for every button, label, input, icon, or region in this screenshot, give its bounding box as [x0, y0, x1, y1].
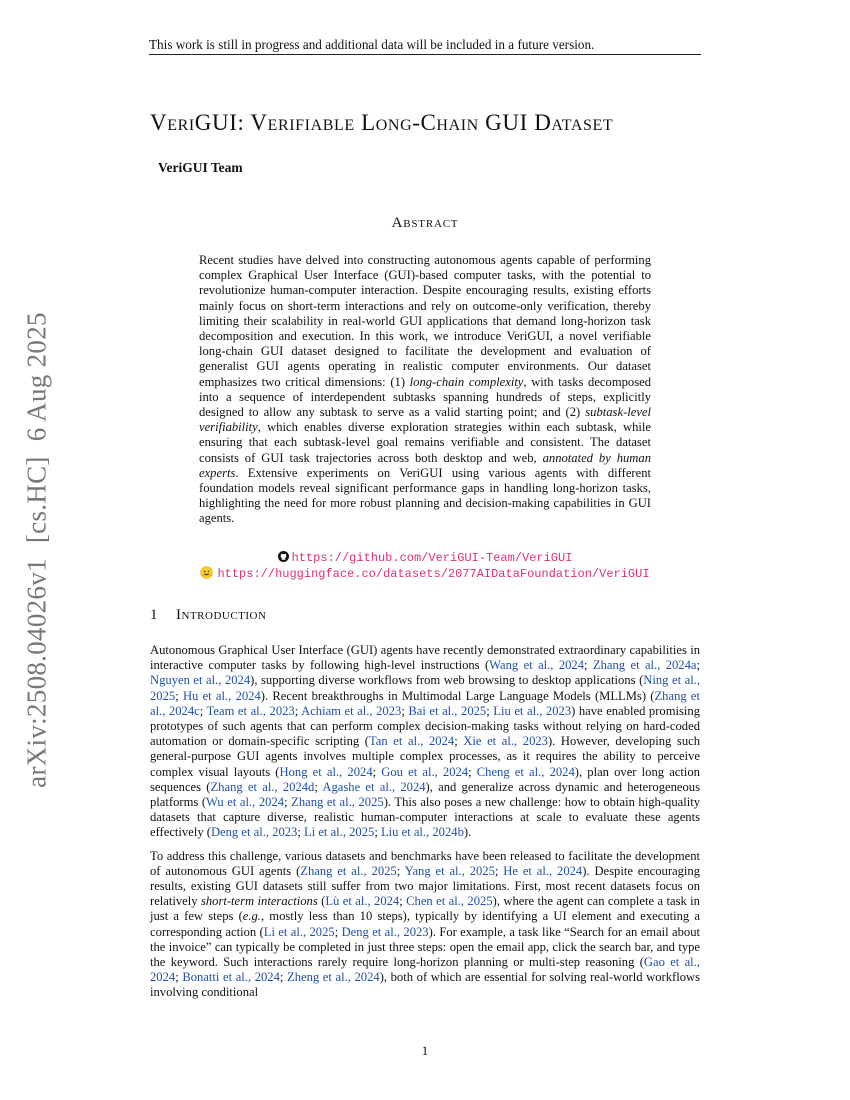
- paragraph-text: ) have enabled promising prototypes of such agents that can perform complex decision-making tasks without relying on hard-coded automation or domain-specific scripting (: [150, 703, 701, 749]
- citation-link[interactable]: Zhang et al., 2025: [300, 863, 397, 878]
- github-link-row: [0, 550, 850, 566]
- citation-link[interactable]: Agashe et al., 2024: [322, 779, 426, 794]
- abstract-emphasis-1: long-chain complexity: [409, 374, 524, 389]
- paragraph-text: ), where the agent can complete a task in just a few steps (: [150, 894, 700, 924]
- paragraph-text: ;: [401, 703, 409, 718]
- section-heading: [150, 607, 266, 624]
- citation-link[interactable]: Wang et al., 2024: [489, 658, 585, 673]
- paragraph-text: , mostly less than 10 steps), typically by identifying a UI element and executing a corresponding action (: [150, 909, 700, 939]
- citation-link[interactable]: Cheng et al., 2024: [476, 764, 575, 779]
- section-name: Introduction: [176, 607, 267, 623]
- paragraph-text: ). Recent breakthroughs in Multimodal Large Language Models (MLLMs) (: [260, 688, 655, 703]
- citation-link[interactable]: Tan et al., 2024: [368, 734, 455, 749]
- paragraph-text: ;: [486, 703, 494, 718]
- citation-link[interactable]: Li et al., 2025: [263, 924, 335, 939]
- abstract-emphasis-2: subtask-level verifiability: [199, 405, 651, 435]
- paragraph-text: ;: [454, 734, 464, 749]
- emphasized-text: e.g.: [242, 909, 261, 924]
- arxiv-category: [cs.HC]: [21, 456, 52, 544]
- citation-link[interactable]: Bonatti et al., 2024: [182, 970, 280, 985]
- citation-link[interactable]: Liu et al., 2023: [493, 703, 572, 718]
- paragraph-text: To address this challenge, various datasets and benchmarks have been released to facilitate the development of autonomous GUI agents (: [150, 848, 700, 878]
- paragraph-text: ;: [175, 688, 183, 703]
- arxiv-id[interactable]: arXiv:2508.04026v1: [21, 558, 52, 788]
- paragraph-text: ;: [396, 863, 405, 878]
- citation-link[interactable]: Ning et al., 2025: [150, 673, 701, 703]
- paragraph-text: ), both of which are essential for solving real-world workflows involving conditional: [150, 970, 701, 1000]
- citation-link[interactable]: Xie et al., 2023: [463, 734, 548, 749]
- paper-title: VeriGUI: Verifiable Long-Chain GUI Dataset: [150, 110, 614, 135]
- citation-link[interactable]: Zhang et al., 2025: [291, 795, 384, 810]
- citation-link[interactable]: Yang et al., 2025: [404, 863, 495, 878]
- intro-paragraph-1: [150, 643, 700, 841]
- paragraph-text: ;: [297, 825, 304, 840]
- header-note: This work is still in progress and additional data will be included in a future version.: [149, 37, 701, 55]
- paragraph-text: ). This also poses a new challenge: how to obtain high-quality datasets that capture diverse, realistic human-computer interactions at scale to evaluate these agents effectively (: [150, 795, 700, 840]
- citation-link[interactable]: Liu et al., 2024b: [380, 825, 464, 840]
- citation-link[interactable]: Hong et al., 2024: [279, 764, 373, 779]
- citation-link[interactable]: Zhang et al., 2024d: [210, 779, 315, 794]
- abstract-text-1: Recent studies have delved into constructing autonomous agents capable of performing complex Graphical User Interface (GUI)-based computer tasks, with the potential to revolutionize human-computer interaction. Despite encouraging results, existing efforts mainly focus on short-term interactions and rely on outcome-only verification, thereby limiting their scalability in real-world GUI applications that demand long-horizon task decomposition and execution. In this work, we introduce VeriGUI, a novel verifiable long-chain GUI dataset designed to facilitate the development and evaluation of generalist GUI agents operating in realistic computer environments. Our dataset emphasizes two critical dimensions: (1): [199, 253, 651, 389]
- citation-link[interactable]: Li et al., 2025: [304, 825, 375, 840]
- citation-link[interactable]: Chen et al., 2025: [406, 894, 493, 909]
- paragraph-text: ). Despite encouraging results, existing GUI datasets still suffer from two major limitations. First, most recent datasets focus on relatively: [150, 863, 701, 909]
- citation-link[interactable]: Achiam et al., 2023: [301, 703, 402, 718]
- citation-link[interactable]: He et al., 2024: [503, 863, 583, 878]
- huggingface-link[interactable]: https://huggingface.co/datasets/2077AIDataFoundation/VeriGUI: [217, 567, 650, 581]
- paragraph-text: ;: [284, 795, 292, 810]
- author: VeriGUI Team: [158, 160, 243, 175]
- paragraph-text: ).: [463, 825, 472, 840]
- citation-link[interactable]: Gou et al., 2024: [381, 764, 469, 779]
- citation-link[interactable]: Deng et al., 2023: [210, 825, 298, 840]
- paragraph-text: ;: [334, 924, 342, 939]
- paragraph-text: ), supporting diverse workflows from web browsing to desktop applications (: [250, 673, 644, 688]
- github-link[interactable]: https://github.com/VeriGUI-Team/VeriGUI: [291, 551, 573, 565]
- citation-link[interactable]: Deng et al., 2023: [341, 924, 429, 939]
- citation-link[interactable]: Lù et al., 2024: [325, 894, 400, 909]
- paragraph-text: ;: [314, 779, 323, 794]
- abstract-text-3: , which enables diverse exploration strategies within each subtask, while ensuring that each subtask-level goal remains verifiable and consistent. The dataset consists of GUI task trajectories across both desktop and web,: [199, 420, 651, 465]
- citation-link[interactable]: Hu et al., 2024: [182, 688, 261, 703]
- introduction-body: [150, 643, 700, 1009]
- paragraph-text: ;: [584, 658, 593, 673]
- citation-link[interactable]: Nguyen et al., 2024: [150, 673, 251, 688]
- citation-link[interactable]: Bai et al., 2025: [408, 703, 487, 718]
- paragraph-text: ;: [294, 703, 302, 718]
- abstract-body: [199, 253, 651, 527]
- abstract-text-2: , with tasks decomposed into a sequence of interdependent subtasks spanning hundreds of steps, explicitly designed to allow any subtask to serve as a valid starting point; and (2): [199, 374, 651, 420]
- page-number: 1: [421, 1043, 429, 1058]
- section-number: 1: [150, 607, 158, 623]
- paragraph-text: ;: [374, 825, 381, 840]
- emphasized-text: short-term interactions: [200, 894, 318, 909]
- citation-link[interactable]: Zhang et al., 2024a: [592, 658, 697, 673]
- paragraph-text: ;: [372, 764, 382, 779]
- paragraph-text: (: [317, 894, 326, 909]
- citation-link[interactable]: Zhang et al., 2024c: [150, 688, 700, 718]
- citation-link[interactable]: Gao et al., 2024: [150, 955, 700, 985]
- abstract-text-4: . Extensive experiments on VeriGUI using various agents with different foundation models reveal significant performance gaps in handling long-horizon tasks, highlighting the need for more robust planning and decision-making capabilities in GUI agents.: [199, 465, 651, 526]
- paragraph-text: Autonomous Graphical User Interface (GUI) agents have recently demonstrated extraordinary capabilities in interactive computer tasks by following high-level instructions (: [150, 643, 700, 673]
- github-icon: [278, 551, 289, 562]
- abstract-heading: Abstract: [391, 215, 459, 231]
- paragraph-text: ;: [494, 863, 504, 878]
- huggingface-link-row: [0, 566, 850, 582]
- resource-links: [0, 550, 850, 582]
- citation-link[interactable]: Wu et al., 2024: [206, 795, 285, 810]
- paragraph-text: ). However, developing such general-purpose GUI agents involves multiple complex processes, as it requires the ability to perceive complex visual layouts (: [150, 734, 700, 779]
- citation-link[interactable]: Zheng et al., 2024: [287, 970, 380, 985]
- huggingface-icon: [200, 566, 213, 579]
- paragraph-text: ;: [468, 764, 477, 779]
- paragraph-text: ;: [279, 970, 288, 985]
- paragraph-text: ;: [199, 703, 207, 718]
- abstract-emphasis-3: annotated by human experts: [199, 450, 651, 480]
- paragraph-text: ), plan over long action sequences (: [150, 764, 700, 794]
- arxiv-date: 6 Aug 2025: [21, 312, 52, 442]
- paragraph-text: ;: [399, 894, 407, 909]
- paragraph-text: ;: [696, 658, 700, 673]
- paragraph-text: ). For example, a task like “Search for an email about the invoice” can typically be completed in just three steps: open the email app, click the search bar, and type the keyword. Such interactions rarely require long-horizon planning or multi-step reasoning (: [150, 924, 701, 970]
- citation-link[interactable]: Team et al., 2023: [206, 703, 295, 718]
- intro-paragraph-2: [150, 849, 700, 1001]
- paragraph-text: ), and generalize across dynamic and heterogeneous platforms (: [150, 779, 700, 810]
- paragraph-text: ;: [175, 970, 183, 985]
